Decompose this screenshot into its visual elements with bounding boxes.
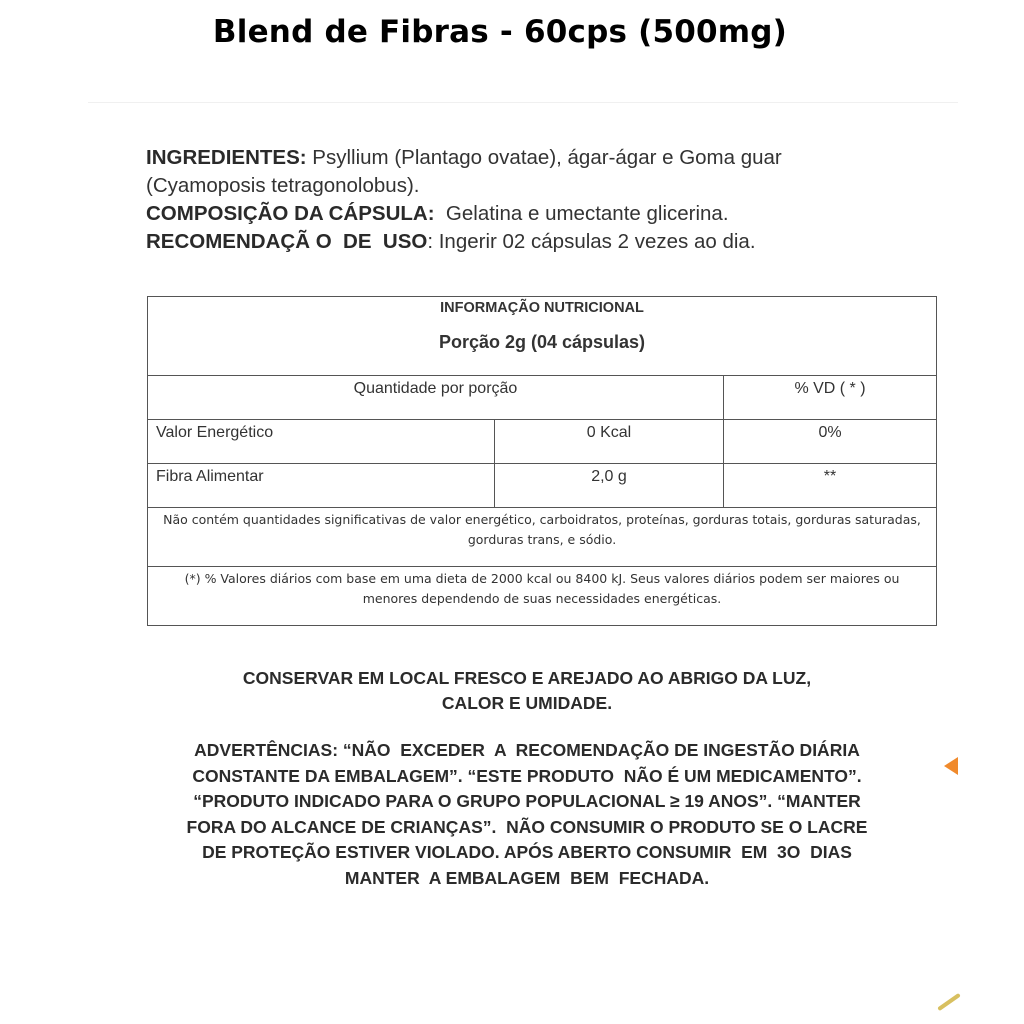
warning-line-4: FORA DO ALCANCE DE CRIANÇAS”. NÃO CONSUMIR O PRODUTO SE O LACRE bbox=[186, 816, 868, 837]
ingredients-text-1: Psyllium (Plantago ovatae), ágar-ágar e Goma guar bbox=[306, 146, 782, 169]
carousel-prev-arrow-icon[interactable] bbox=[944, 757, 958, 775]
corner-decoration bbox=[937, 993, 961, 1011]
storage-instructions bbox=[0, 666, 1024, 716]
nutrition-portion: Porção 2g (04 cápsulas) bbox=[438, 332, 646, 352]
nutrient-vd: 0% bbox=[724, 420, 937, 464]
nutrition-header-cell bbox=[148, 297, 937, 376]
nutrient-name: Fibra Alimentar bbox=[148, 464, 495, 508]
col-vd-header: % VD ( * ) bbox=[724, 376, 937, 420]
ingredients-paragraph bbox=[146, 144, 926, 172]
warning-line-2: CONSTANTE DA EMBALAGEM”. “ESTE PRODUTO NÃO É UM MEDICAMENTO”. bbox=[192, 765, 862, 786]
ingredients-label: INGREDIENTES: bbox=[146, 146, 307, 169]
composition-text: Gelatina e umectante glicerina. bbox=[434, 202, 729, 225]
col-quantity-header: Quantidade por porção bbox=[148, 376, 724, 420]
nutrient-vd: ** bbox=[724, 464, 937, 508]
nutrient-name: Valor Energético bbox=[148, 420, 495, 464]
storage-line-2: CALOR E UMIDADE. bbox=[441, 693, 613, 713]
recommendation-text: : Ingerir 02 cápsulas 2 vezes ao dia. bbox=[427, 230, 756, 253]
page-title: Blend de Fibras - 60cps (500mg) bbox=[212, 14, 788, 50]
nutrition-header: INFORMAÇÃO NUTRICIONAL bbox=[440, 300, 644, 316]
recommendation-label: RECOMENDAÇÃ O DE USO bbox=[146, 230, 428, 253]
header-divider bbox=[88, 102, 958, 103]
nutrition-note-1: Não contém quantidades significativas de valor energético, carboidratos, proteínas, gorduras totais, gorduras saturadas, gorduras trans, e sódio. bbox=[148, 508, 937, 567]
nutrition-note-2: (*) % Valores diários com base em uma dieta de 2000 kcal ou 8400 kJ. Seus valores diários podem ser maiores ou menores dependendo de suas necessidades energéticas. bbox=[148, 567, 937, 626]
table-row bbox=[148, 420, 937, 464]
nutrition-table bbox=[147, 296, 937, 626]
warning-line-1: ADVERTÊNCIAS: “NÃO EXCEDER A RECOMENDAÇÃO DE INGESTÃO DIÁRIA bbox=[194, 740, 860, 760]
ingredients-block bbox=[146, 144, 926, 256]
warning-line-3: “PRODUTO INDICADO PARA O GRUPO POPULACIONAL ≥ 19 ANOS”. “MANTER bbox=[193, 791, 861, 811]
composition-paragraph bbox=[146, 200, 926, 228]
nutrient-amount: 2,0 g bbox=[495, 464, 724, 508]
warnings-block bbox=[0, 738, 1024, 891]
warning-line-5: DE PROTEÇÃO ESTIVER VIOLADO. APÓS ABERTO CONSUMIR EM 3O DIAS bbox=[202, 842, 852, 862]
storage-line-1: CONSERVAR EM LOCAL FRESCO E AREJADO AO ABRIGO DA LUZ, bbox=[242, 668, 812, 688]
table-row bbox=[148, 464, 937, 508]
nutrient-amount: 0 Kcal bbox=[495, 420, 724, 464]
recommendation-paragraph bbox=[146, 228, 926, 256]
ingredients-text-2: (Cyamoposis tetragonolobus). bbox=[146, 174, 420, 197]
composition-label: COMPOSIÇÃO DA CÁPSULA: bbox=[146, 202, 435, 225]
warning-line-6: MANTER A EMBALAGEM BEM FECHADA. bbox=[344, 867, 710, 888]
